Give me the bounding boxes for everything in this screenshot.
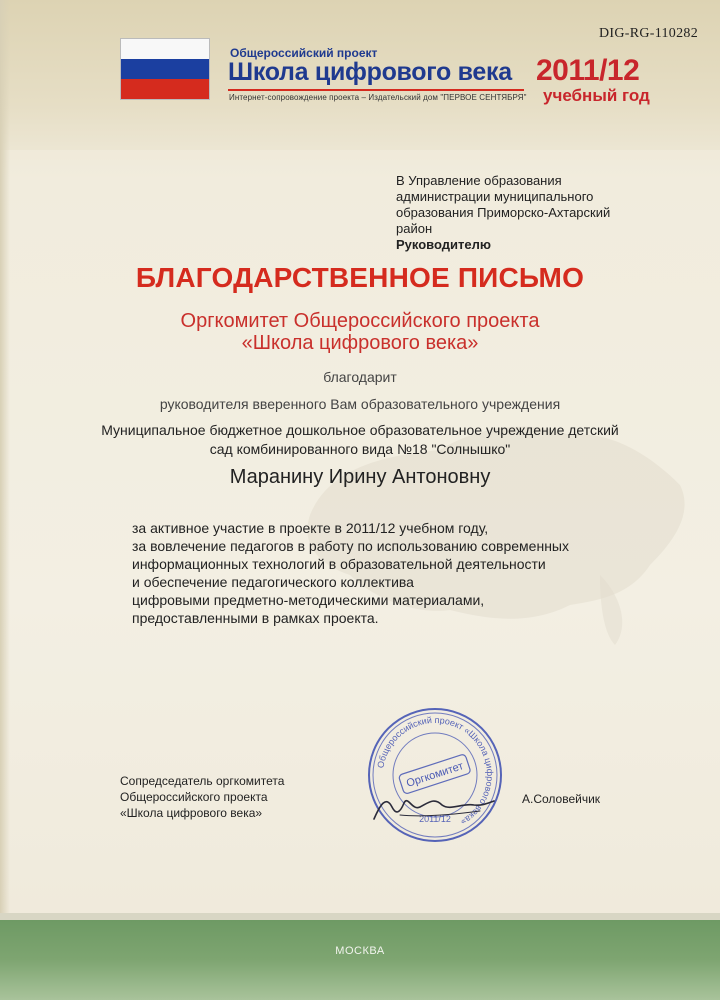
- page-edge-shadow: [0, 0, 10, 1000]
- addressee-line: администрации муниципального: [396, 189, 594, 204]
- academic-year-label: учебный год: [543, 86, 650, 105]
- addressee-line: образования Приморско-Ахтарский: [396, 205, 611, 220]
- flag-red-stripe: [121, 79, 209, 99]
- thanks-verb: благодарит: [323, 369, 397, 385]
- organizer-line-2: «Школа цифрового века»: [241, 332, 479, 354]
- russian-flag-logo: [120, 38, 210, 100]
- reason-line: за вовлечение педагогов в работу по использованию современных: [132, 538, 569, 554]
- addressee-line: В Управление образования: [396, 173, 562, 188]
- signer-name: А.Соловейчик: [522, 792, 601, 806]
- document-id: DIG-RG-110282: [598, 26, 698, 41]
- institution-line-2: сад комбинированного вида №18 "Солнышко": [209, 441, 511, 457]
- project-title-underline: [228, 89, 524, 91]
- stamp-year-text: 2011/12: [419, 814, 451, 824]
- reason-line: цифровыми предметно-методическими материалами,: [132, 592, 485, 608]
- signatory-role-line: Сопредседатель оргкомитета: [120, 774, 285, 788]
- footer-band: [0, 920, 720, 1000]
- signatory-role-line: Общероссийского проекта: [120, 790, 268, 804]
- institution-line-1: Муниципальное бюджетное дошкольное образовательное учреждение детский: [101, 422, 619, 438]
- institution-name: [0, 421, 720, 459]
- recipient-name: Маранину Ирину Антоновну: [229, 466, 491, 488]
- organizer-line-1: Оргкомитет Общероссийского проекта: [180, 310, 540, 332]
- signatory-role: [120, 773, 284, 821]
- reasons-block: [132, 519, 569, 627]
- academic-year: 2011/12: [536, 54, 640, 87]
- reason-line: предоставленными в рамках проекта.: [132, 610, 379, 626]
- signatory-role-line: «Школа цифрового века»: [120, 806, 263, 820]
- footer-stripe: [0, 913, 720, 920]
- stamp-center-text: Оргкомитет: [405, 760, 465, 790]
- leader-line: руководителя вверенного Вам образовательного учреждения: [159, 396, 561, 412]
- project-kicker: Общероссийский проект: [230, 46, 378, 60]
- flag-white-stripe: [121, 39, 209, 59]
- stamp-ring-text: Общероссийский проект «Школа цифрового века»: [375, 714, 496, 828]
- handwritten-signature: [370, 785, 500, 825]
- project-title: Школа цифрового века: [228, 58, 512, 86]
- addressee-line: район: [396, 221, 433, 236]
- flag-blue-stripe: [121, 59, 209, 79]
- letter-title: БЛАГОДАРСТВЕННОЕ ПИСЬМО: [135, 262, 585, 293]
- reason-line: и обеспечение педагогического коллектива: [132, 574, 414, 590]
- organizing-committee-stamp: [360, 700, 510, 850]
- reason-line: за активное участие в проекте в 2011/12 учебном году,: [132, 520, 489, 536]
- reason-line: информационных технологий в образовательной деятельности: [132, 556, 546, 572]
- footer-city: МОСКВА: [335, 945, 385, 957]
- addressee-recipient: Руководителю: [396, 237, 491, 252]
- addressee-block: [396, 173, 610, 253]
- organizer-block: [0, 310, 720, 354]
- project-subtitle: Интернет-сопровождение проекта – Издательский дом "ПЕРВОЕ СЕНТЯБРЯ": [229, 93, 527, 102]
